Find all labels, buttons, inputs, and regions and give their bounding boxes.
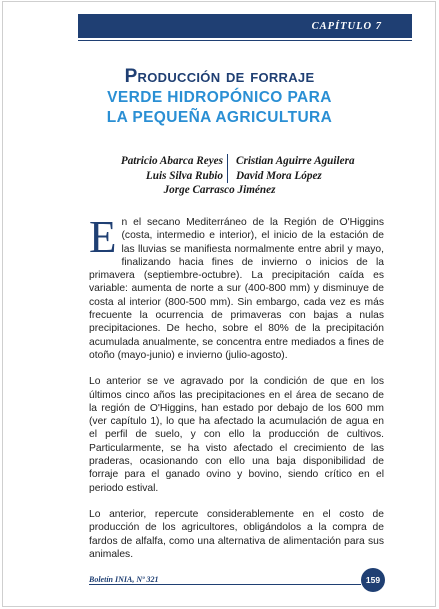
authors-left-column [121, 154, 223, 183]
title-line-2: VERDE HIDROPÓNICO PARA [107, 89, 332, 106]
dropcap: E [89, 212, 117, 262]
author-name: Cristian Aguirre Aguilera [236, 155, 355, 167]
publication-label: Boletín INIA, Nº 321 [89, 575, 159, 584]
paragraph: Lo anterior se ve agravado por la condición de que en los últimos cinco años las precipitaciones en el área de secano de la región de O'Higgins, han estado por debajo de los 600 mm (ver capítulo 1), lo que ha afectado la acumulación de agua en el perfil de suelo, y con ello la producción de cultivos. Particularmente, se ha visto afectado el crecimiento de las praderas, ocasionando con ello una baja disponibilidad de forraje para el ganado ovino y bovino, siendo crítico en el periodo estival. [89, 376, 384, 494]
chapter-band [78, 14, 412, 38]
authors-right-column [236, 154, 355, 183]
body-text [89, 212, 384, 574]
title-line-3: LA PEQUEÑA AGRICULTURA [106, 109, 333, 126]
chapter-label: CAPÍTULO 7 [311, 20, 382, 32]
paragraph [89, 212, 384, 362]
authors-divider [227, 154, 228, 183]
title-line-1: Producción de forraje [124, 66, 315, 87]
author-name: Jorge Carrasco Jiménez [163, 184, 276, 196]
paragraph-text: n el secano Mediterráneo de la Región de O'Higgins (costa, intermedio e interior), el inicio de la estación de las lluvias se manifiesta normalmente entre abril y mayo, finalizando hacia fines de invierno o inicios de la primavera (septiembre-octubre). La precipitación caída es variable: aumenta de norte a sur (400-800 mm) y disminuye de costa al interior (800-500 mm). Sin embargo, cada vez es más frecuente la ocurrencia de primaveras con bajas a nulas precipitaciones. De hecho, sobre el 80% de la precipitación acumulada anualmente, se concentra entre mediados a fines de otoño (mayo-junio) e invierno (julio-agosto). [89, 217, 384, 361]
author-name: Patricio Abarca Reyes [120, 155, 223, 167]
footer-rule [89, 584, 361, 585]
paragraph: Lo anterior, repercute considerablemente en el costo de producción de los agricultores, obligándolos a la compra de fardos de alfalfa, como una alternativa de alimentación para sus animales. [89, 508, 384, 560]
chapter-title [0, 66, 439, 128]
page-number: 159 [361, 568, 385, 592]
author-name: David Mora López [236, 169, 322, 182]
chapter-band-rule [78, 40, 412, 41]
author-name: Luis Silva Rubio [145, 169, 223, 182]
